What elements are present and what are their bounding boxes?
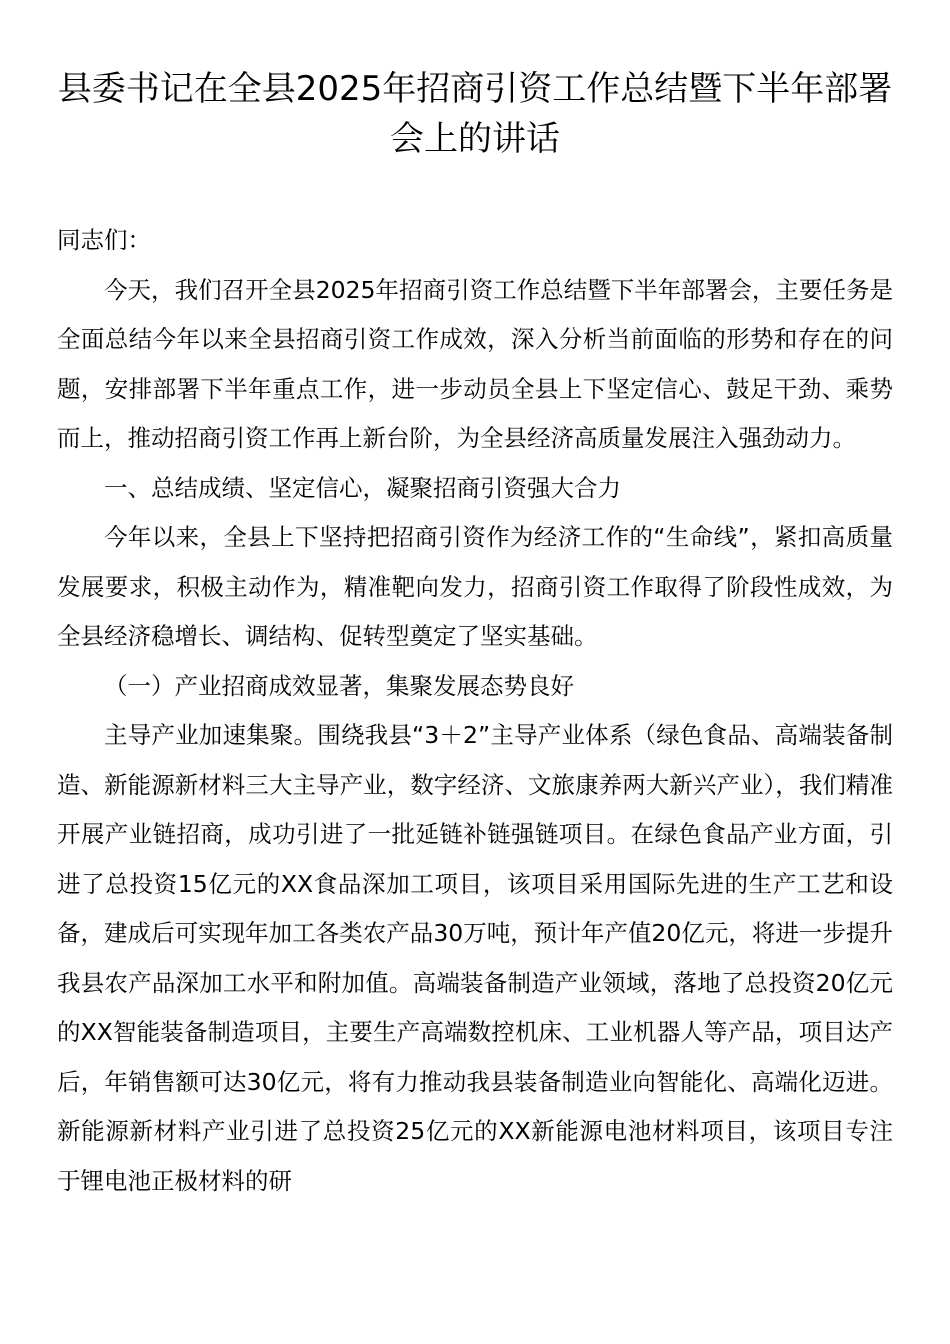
document-body <box>57 216 893 1206</box>
section-heading-1: 一、总结成绩、坚定信心，凝聚招商引资强大合力 <box>104 473 621 502</box>
paragraph-industry: 主导产业加速集聚。围绕我县“3＋2”主导产业体系（绿色食品、高端装备制造、新能源新材料三大主导产业，数字经济、文旅康养两大新兴产业），我们精准开展产业链招商，成功引进了一批延链补链强链项目。在绿色食品产业方面，引进了总投资15亿元的XX食品深加工项目，该项目采用国际先进的生产工艺和设备，建成后可实现年加工各类农产品30万吨，预计年产值20亿元，将进一步提升我县农产品深加工水平和附加值。高端装备制造产业领域，落地了总投资20亿元的XX智能装备制造项目，主要生产高端数控机床、工业机器人等产品，项目达产后，年销售额可达30亿元，将有力推动我县装备制造业向智能化、高端化迈进。新能源新材料产业引进了总投资25亿元的XX新能源电池材料项目，该项目专注于锂电池正极材料的研 <box>57 721 893 1195</box>
subsection-heading-1: （一）产业招商成效显著，集聚发展态势良好 <box>104 671 574 700</box>
salutation: 同志们： <box>57 226 151 254</box>
paragraph-summary: 今年以来，全县上下坚持把招商引资作为经济工作的“生命线”，紧扣高质量发展要求，积极主动作为，精准靶向发力，招商引资工作取得了阶段性成效，为全县经济稳增长、调结构、促转型奠定了坚实基础。 <box>57 523 893 650</box>
document-title: 县委书记在全县2025年招商引资工作总结暨下半年部署会上的讲话 <box>57 69 893 159</box>
paragraph-intro: 今天，我们召开全县2025年招商引资工作总结暨下半年部署会，主要任务是全面总结今年以来全县招商引资工作成效，深入分析当前面临的形势和存在的问题，安排部署下半年重点工作，进一步动员全县上下坚定信心、鼓足干劲、乘势而上，推动招商引资工作再上新台阶，为全县经济高质量发展注入强劲动力。 <box>57 275 893 452</box>
